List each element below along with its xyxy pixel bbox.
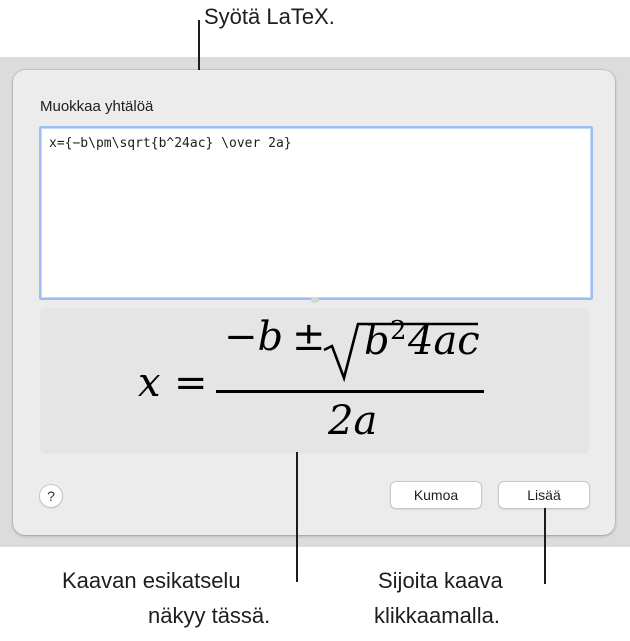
formula-radicand-rest: 4ac: [408, 318, 480, 364]
latex-input-text[interactable]: x={−b\pm\sqrt{b^24ac} \over 2a}: [49, 136, 292, 151]
callout-line-insert: [544, 508, 546, 584]
formula-minus-b: −b: [224, 314, 284, 360]
latex-input[interactable]: [39, 126, 593, 300]
formula-exponent: 2: [390, 316, 407, 346]
fraction-bar: [216, 390, 484, 393]
formula-lhs: x: [138, 360, 161, 406]
callout-preview-line2: näkyy tässä.: [148, 603, 271, 628]
insert-button[interactable]: Lisää: [498, 481, 590, 509]
dialog-title: Muokkaa yhtälöä: [40, 98, 154, 115]
cancel-button[interactable]: Kumoa: [390, 481, 482, 509]
callout-preview-line1: Kaavan esikatselu: [62, 568, 241, 593]
callout-line-preview: [296, 452, 298, 582]
formula-equals: =: [174, 360, 208, 406]
formula-radicand-b: b: [364, 318, 390, 364]
square-root-sign-icon: [40, 308, 590, 454]
equation-preview: [40, 308, 590, 454]
callout-insert-line1: Sijoita kaava: [378, 568, 503, 593]
callout-enter-latex: Syötä LaTeX.: [204, 4, 335, 29]
help-button[interactable]: ?: [39, 484, 63, 508]
callout-insert-line2: klikkaamalla.: [374, 603, 500, 628]
formula-denominator: 2a: [328, 398, 378, 444]
formula-plus-minus: ±: [292, 314, 326, 360]
rendered-formula: [40, 308, 590, 454]
resize-handle[interactable]: [311, 297, 319, 303]
